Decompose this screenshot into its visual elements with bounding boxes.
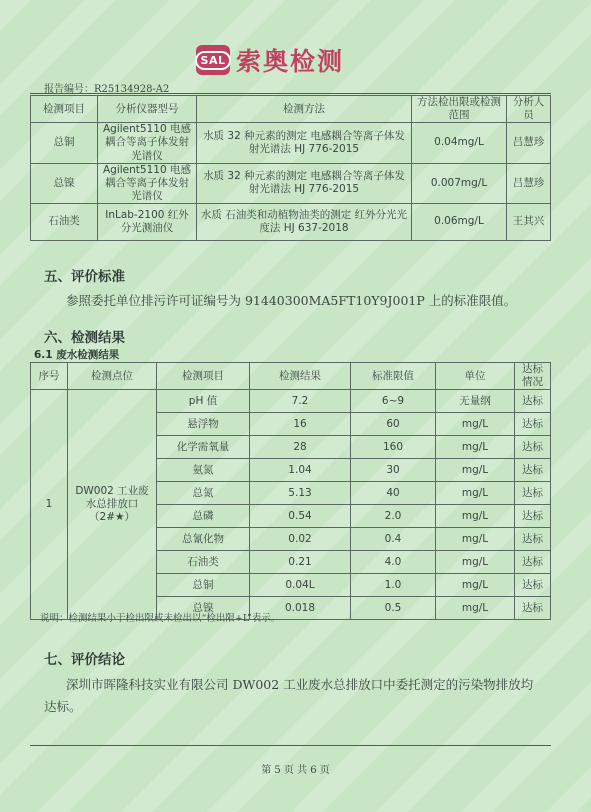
table-header-cell: 分析人员 <box>507 96 551 123</box>
table-header-cell: 检测方法 <box>197 96 412 123</box>
table-cell: 0.06mg/L <box>412 204 507 241</box>
table-cell: Agilent5110 电感耦合等离子体发射光谱仪 <box>98 123 197 163</box>
section6-subtitle: 6.1 废水检测结果 <box>34 349 120 361</box>
sal-logo-icon: SAL <box>196 45 230 75</box>
table-cell: 水质 32 种元素的测定 电感耦合等离子体发射光谱法 HJ 776-2015 <box>197 163 412 203</box>
table-header-cell: 达标情况 <box>515 363 551 390</box>
table-cell: mg/L <box>436 459 515 482</box>
methods-table <box>30 95 551 241</box>
table-cell: 0.4 <box>351 528 436 551</box>
table-cell: 4.0 <box>351 551 436 574</box>
table-cell: pH 值 <box>157 390 250 413</box>
table-cell: 王其兴 <box>507 204 551 241</box>
table-cell: 6~9 <box>351 390 436 413</box>
logo-text: 索奥检测 <box>236 47 345 76</box>
table-cell: 总镍 <box>157 597 250 620</box>
table-cell: 达标 <box>515 390 551 413</box>
table-cell: mg/L <box>436 574 515 597</box>
table-cell: 总铜 <box>31 123 98 163</box>
results-table <box>30 362 551 620</box>
table-cell: 0.04mg/L <box>412 123 507 163</box>
table-cell: 化学需氧量 <box>157 436 250 459</box>
table-cell: 达标 <box>515 551 551 574</box>
table-header-cell: 检测项目 <box>31 96 98 123</box>
page-number: 第 5 页 共 6 页 <box>261 765 330 776</box>
table-header-cell: 检测项目 <box>157 363 250 390</box>
table-cell: 28 <box>250 436 351 459</box>
table-cell: mg/L <box>436 551 515 574</box>
table-cell: 30 <box>351 459 436 482</box>
section6-title: 六、检测结果 <box>44 330 125 346</box>
table-header-cell: 标准限值 <box>351 363 436 390</box>
footer-divider <box>30 745 551 746</box>
table-cell: 总磷 <box>157 505 250 528</box>
header-divider <box>30 93 551 94</box>
table-cell: 总氮 <box>157 482 250 505</box>
table-cell: 40 <box>351 482 436 505</box>
table-cell: 无量纲 <box>436 390 515 413</box>
table-cell: 达标 <box>515 459 551 482</box>
table-cell: 1.04 <box>250 459 351 482</box>
section7-title: 七、评价结论 <box>44 652 125 668</box>
table-cell: 悬浮物 <box>157 413 250 436</box>
table-cell: 2.0 <box>351 505 436 528</box>
table-cell: Agilent5110 电感耦合等离子体发射光谱仪 <box>98 163 197 203</box>
table-cell: 水质 32 种元素的测定 电感耦合等离子体发射光谱法 HJ 776-2015 <box>197 123 412 163</box>
table-cell: 60 <box>351 413 436 436</box>
table-header-cell: 检测点位 <box>68 363 157 390</box>
results-header-row <box>31 363 551 390</box>
section7-text: 深圳市晖隆科技实业有限公司 DW002 工业废水总排放口中委托测定的污染物排放均达标。 <box>44 677 534 714</box>
table-header-cell: 序号 <box>31 363 68 390</box>
table-cell: 0.02 <box>250 528 351 551</box>
section5-text: 参照委托单位排污许可证编号为 91440300MA5FT10Y9J001P 上的标准限值。 <box>66 293 517 308</box>
table-header-cell: 单位 <box>436 363 515 390</box>
section5-title: 五、评价标准 <box>44 269 125 285</box>
point-cell: DW002 工业废水总排放口（2#★） <box>68 390 157 620</box>
table-cell: 0.54 <box>250 505 351 528</box>
table-header-cell: 分析仪器型号 <box>98 96 197 123</box>
table-cell: 达标 <box>515 597 551 620</box>
table-cell: 160 <box>351 436 436 459</box>
report-number: 报告编号：R25134928-A2 <box>44 84 170 95</box>
table-cell: 0.21 <box>250 551 351 574</box>
table-cell: 水质 石油类和动植物油类的测定 红外分光光度法 HJ 637-2018 <box>197 204 412 241</box>
table-cell: mg/L <box>436 482 515 505</box>
table-cell: 0.5 <box>351 597 436 620</box>
table-cell: 达标 <box>515 505 551 528</box>
table-cell: mg/L <box>436 597 515 620</box>
table-row <box>31 390 551 413</box>
table-cell: 达标 <box>515 482 551 505</box>
table-cell: 吕慧珍 <box>507 163 551 203</box>
table-cell: mg/L <box>436 413 515 436</box>
table-header-cell: 方法检出限或检测范围 <box>412 96 507 123</box>
table-cell: mg/L <box>436 436 515 459</box>
table-row <box>31 163 551 203</box>
table-cell: 吕慧珍 <box>507 123 551 163</box>
table-cell: 0.018 <box>250 597 351 620</box>
table-cell: InLab-2100 红外分光测油仪 <box>98 204 197 241</box>
company-logo <box>196 43 344 77</box>
table-cell: 5.13 <box>250 482 351 505</box>
table-row <box>31 123 551 163</box>
table-cell: mg/L <box>436 528 515 551</box>
seq-cell: 1 <box>31 390 68 620</box>
table-cell: 0.04L <box>250 574 351 597</box>
table-cell: 总镍 <box>31 163 98 203</box>
table-row <box>31 204 551 241</box>
table-cell: 石油类 <box>31 204 98 241</box>
table-cell: 达标 <box>515 574 551 597</box>
table-cell: 16 <box>250 413 351 436</box>
methods-header-row <box>31 96 551 123</box>
table-header-cell: 检测结果 <box>250 363 351 390</box>
table-cell: 0.007mg/L <box>412 163 507 203</box>
table-cell: 7.2 <box>250 390 351 413</box>
table-cell: 达标 <box>515 413 551 436</box>
table-cell: 总氰化物 <box>157 528 250 551</box>
results-note: 说明：检测结果小于检出限或未检出以“检出限+L”表示。 <box>40 613 281 624</box>
table-cell: mg/L <box>436 505 515 528</box>
table-cell: 达标 <box>515 436 551 459</box>
table-cell: 石油类 <box>157 551 250 574</box>
table-cell: 总铜 <box>157 574 250 597</box>
table-cell: 1.0 <box>351 574 436 597</box>
table-cell: 氨氮 <box>157 459 250 482</box>
table-cell: 达标 <box>515 528 551 551</box>
